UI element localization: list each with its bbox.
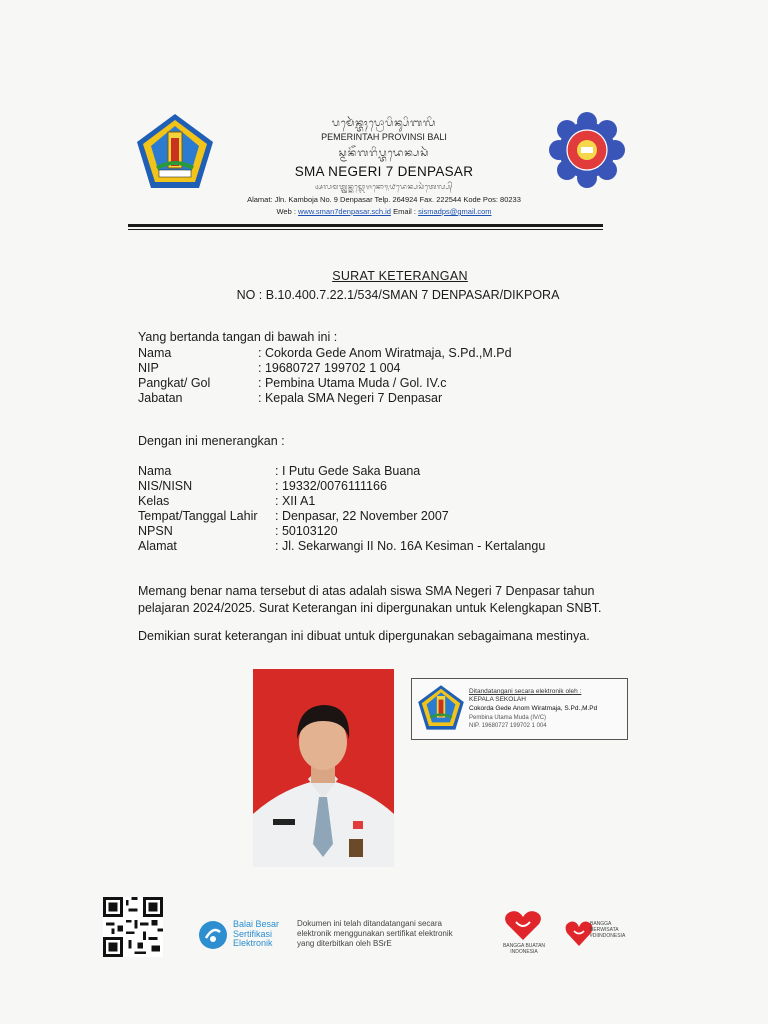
letterhead-balinese-script-address: ᬅᬮᬫᬢ᭄ᬚ᭄ᬮᬦ᭄ᬓᬫ᭄ᬩᭀᬚᬦᭀ᭟᭙ᬤᬾᬦ᭄ᬧᬲᬃᬢᬾᬮ᭄ᬧ᭄ bbox=[315, 184, 453, 191]
student-intro: Dengan ini menerangkan : bbox=[138, 434, 285, 448]
document-title: SURAT KETERANGAN bbox=[332, 269, 468, 283]
bsre-name-line: Elektronik bbox=[233, 938, 273, 948]
field-label: Pangkat/ Gol bbox=[138, 376, 211, 390]
bangga-buatan-text: BANGGA BUATAN INDONESIA bbox=[502, 943, 546, 955]
letterhead-balinese-script-line: ᬧᬫᬾᬃᬦ᭄ᬢᬄᬧ᭄ᬭᭀᬧᬶᬦ᭄ᬲᬶᬩᬮᬶ bbox=[331, 118, 437, 129]
esignature-nip: NIP. 19680727 199702 1 004 bbox=[469, 723, 547, 729]
field-value: : 19332/0076111166 bbox=[275, 479, 387, 493]
bangga-buatan-indonesia-logo bbox=[502, 908, 544, 942]
field-value: : I Putu Gede Saka Buana bbox=[275, 464, 421, 478]
field-value: : Cokorda Gede Anom Wiratmaja, S.Pd.,M.Pd bbox=[258, 346, 512, 360]
letterhead-school-name: SMA NEGERI 7 DENPASAR bbox=[294, 164, 474, 179]
esignature-name: Cokorda Gede Anom Wiratmaja, S.Pd.,M.Pd bbox=[469, 705, 598, 712]
closing-sentence: Demikian surat keterangan ini dibuat untuk dipergunakan sebagaimana mestinya. bbox=[138, 629, 590, 643]
field-label: NPSN bbox=[138, 524, 173, 538]
footer-note-line: elektronik menggunakan sertifikat elektronik bbox=[297, 929, 453, 938]
bangga-berwisata-text: BANGGA BERWISATA #DIINDONESIA bbox=[590, 921, 626, 939]
bali-province-logo bbox=[417, 684, 465, 732]
field-label: Nama bbox=[138, 346, 172, 360]
signer-intro: Yang bertanda tangan di bawah ini : bbox=[138, 330, 338, 344]
letterhead-balinese-script-line: ᬲ᭄ᬫᬦᭂᬕᬭᬶᬧ᭄ᬢᬤᬾᬦ᭄ᬧᬲᬃ bbox=[338, 148, 430, 159]
field-label: Tempat/Tanggal Lahir bbox=[138, 509, 258, 523]
footer-note-line: Dokumen ini telah ditandatangani secara bbox=[297, 919, 442, 928]
qr-code[interactable] bbox=[103, 897, 163, 957]
letterhead-divider bbox=[128, 224, 603, 227]
website-link[interactable]: www.sman7denpasar.sch.id bbox=[298, 207, 391, 216]
field-value: : Kepala SMA Negeri 7 Denpasar bbox=[258, 391, 443, 405]
esignature-heading: Ditandatangani secara elektronik oleh : bbox=[469, 688, 582, 695]
bsre-name bbox=[233, 920, 279, 949]
field-value: : Jl. Sekarwangi II No. 16A Kesiman - Kertalangu bbox=[275, 539, 546, 553]
field-label: Jabatan bbox=[138, 391, 183, 405]
bsre-logo-icon bbox=[198, 920, 228, 950]
student-photo bbox=[253, 669, 394, 867]
field-value: : XII A1 bbox=[275, 494, 316, 508]
bsre-name-line: Sertifikasi bbox=[233, 928, 273, 939]
field-label: NIS/NISN bbox=[138, 479, 193, 493]
field-value: : 19680727 199702 1 004 bbox=[258, 361, 401, 375]
field-label: Kelas bbox=[138, 494, 170, 508]
email-link[interactable]: sismadps@gmail.com bbox=[418, 207, 492, 216]
letterhead-contact bbox=[0, 207, 768, 216]
esignature-rank: Pembina Utama Muda (IV/C) bbox=[469, 715, 547, 721]
letterhead-government: PEMERINTAH PROVINSI BALI bbox=[321, 132, 447, 142]
esignature-role: KEPALA SEKOLAH bbox=[469, 696, 526, 703]
field-label: Alamat bbox=[138, 539, 177, 553]
field-value: : Denpasar, 22 November 2007 bbox=[275, 509, 449, 523]
field-label: NIP bbox=[138, 361, 159, 375]
document-number: NO : B.10.400.7.22.1/534/SMAN 7 DENPASAR/DIKPORA bbox=[236, 288, 560, 302]
web-label: Web : bbox=[276, 207, 296, 216]
field-value: : Pembina Utama Muda / Gol. IV.c bbox=[258, 376, 447, 390]
statement-line: Memang benar nama tersebut di atas adalah siswa SMA Negeri 7 Denpasar tahun bbox=[138, 584, 595, 598]
statement-paragraph bbox=[138, 583, 602, 617]
letterhead-divider-thin bbox=[128, 229, 603, 230]
email-label: Email : bbox=[393, 207, 416, 216]
bsre-name-line: Balai Besar bbox=[233, 919, 280, 929]
footer-note-line: yang diterbitkan oleh BSrE bbox=[297, 939, 392, 948]
letterhead-address: Alamat: Jln. Kamboja No. 9 Denpasar Telp. 264924 Fax. 222544 Kode Pos: 80233 bbox=[247, 195, 521, 204]
statement-line: pelajaran 2024/2025. Surat Keterangan ini dipergunakan untuk Kelengkapan SNBT. bbox=[138, 601, 602, 615]
field-value: : 50103120 bbox=[275, 524, 338, 538]
footer-esign-note bbox=[297, 919, 453, 949]
field-label: Nama bbox=[138, 464, 172, 478]
